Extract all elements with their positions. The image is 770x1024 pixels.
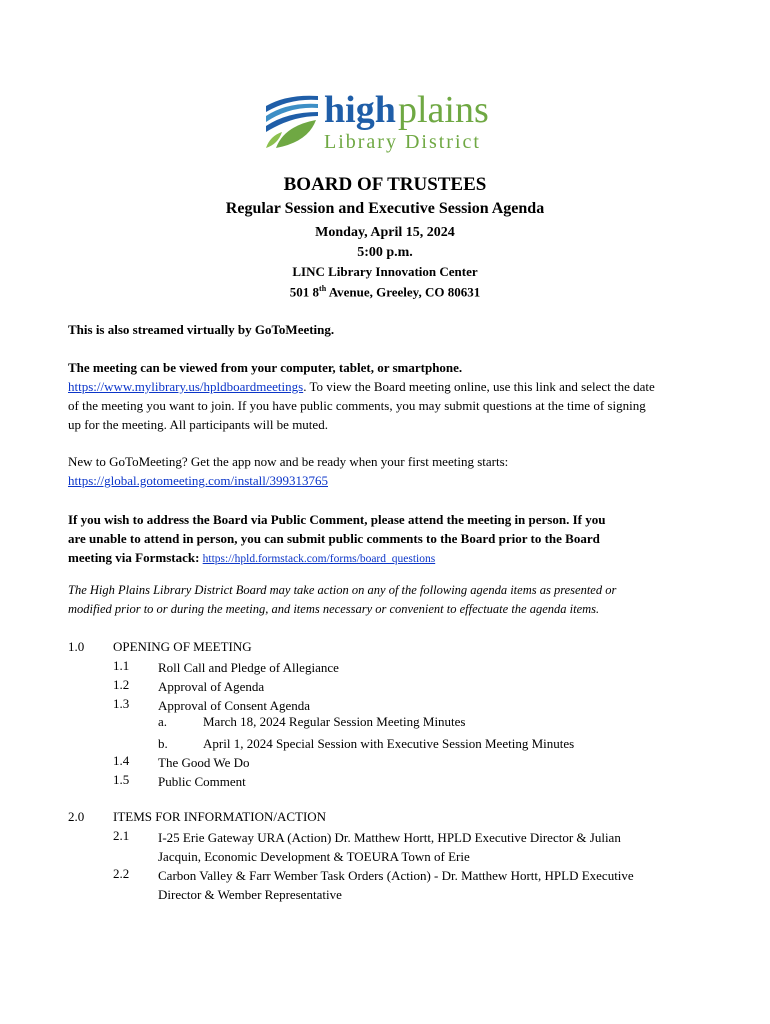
page-title: BOARD OF TRUSTEES xyxy=(283,174,487,195)
agenda-item: The Good We Do xyxy=(158,755,250,770)
item-number: 2.1 xyxy=(113,828,130,843)
gotomeeting-paragraph: New to GoToMeeting? Get the app now and be ready when your first meeting starts: https://global.gotomeeting.com/install/399313765 xyxy=(68,454,509,488)
sub-item-letter: b. xyxy=(158,736,168,751)
agenda-subtitle: Regular Session and Executive Session Agenda xyxy=(225,200,545,217)
meeting-venue: LINC Library Innovation Center xyxy=(292,264,478,279)
section-title: OPENING OF MEETING xyxy=(113,639,252,654)
section-number: 2.0 xyxy=(68,809,85,824)
meeting-date: Monday, April 15, 2024 xyxy=(315,225,455,240)
item-number: 1.3 xyxy=(113,696,130,711)
board-meetings-link[interactable]: https://www.mylibrary.us/hpldboardmeetings xyxy=(68,379,304,394)
gotomeeting-install-link[interactable]: https://global.gotomeeting.com/install/399313765 xyxy=(68,473,328,488)
agenda-item: Public Comment xyxy=(158,774,246,789)
formstack-link[interactable]: https://hpld.formstack.com/forms/board_questions xyxy=(202,553,436,565)
item-number: 1.1 xyxy=(113,658,130,673)
meeting-time: 5:00 p.m. xyxy=(357,245,413,260)
agenda-item: Approval of Agenda xyxy=(158,679,265,694)
action-disclaimer: The High Plains Library District Board may take action on any of the following agenda items as presented or modified prior to or during the meeting, and items necessary or convenient to effectuate the agenda items. xyxy=(68,583,617,616)
sub-item: March 18, 2024 Regular Session Meeting Minutes xyxy=(203,714,466,729)
sub-item-letter: a. xyxy=(158,714,168,729)
public-comment-paragraph: If you wish to address the Board via Public Comment, please attend the meeting in person. If you are unable to attend in person, you can submit public comments to the Board prior to the Board meeting via Formstack: https://hpld.formstack.com/forms/board_questions xyxy=(68,512,606,565)
item-number: 1.4 xyxy=(113,753,130,768)
high-plains-logo xyxy=(262,86,512,158)
section-number: 1.0 xyxy=(68,639,85,654)
sub-item: April 1, 2024 Special Session with Executive Session Meeting Minutes xyxy=(203,736,575,751)
viewing-paragraph: The meeting can be viewed from your computer, tablet, or smartphone. https://www.mylibrary.us/hpldboardmeetings. To view the Board meeting online, use this link and select the date of the meeting you want to join. If you have public comments, you may submit questions at the time of signing up for the meeting. All participants will be muted. xyxy=(68,360,655,432)
streamed-note: This is also streamed virtually by GoToMeeting. xyxy=(68,322,335,337)
agenda-item: Roll Call and Pledge of Allegiance xyxy=(158,660,339,675)
logo-word-high: high xyxy=(324,89,396,131)
logo-emblem-icon xyxy=(264,92,320,150)
section-title: ITEMS FOR INFORMATION/ACTION xyxy=(113,809,327,824)
logo-word-plains: plains xyxy=(398,89,489,131)
logo-subtitle: Library District xyxy=(324,131,481,153)
agenda-item: Approval of Consent Agenda xyxy=(158,698,311,713)
item-number: 2.2 xyxy=(113,866,130,881)
agenda-item: I-25 Erie Gateway URA (Action) Dr. Matthew Hortt, HPLD Executive Director & Julian Jacquin, Economic Development & TOEURA Town of Erie xyxy=(158,830,621,864)
item-number: 1.5 xyxy=(113,772,130,787)
item-number: 1.2 xyxy=(113,677,130,692)
meeting-address: 501 8th Avenue, Greeley, CO 80631 xyxy=(289,284,481,300)
agenda-item: Carbon Valley & Farr Wember Task Orders (Action) - Dr. Matthew Hortt, HPLD Executive Director & Wember Representative xyxy=(158,868,634,902)
